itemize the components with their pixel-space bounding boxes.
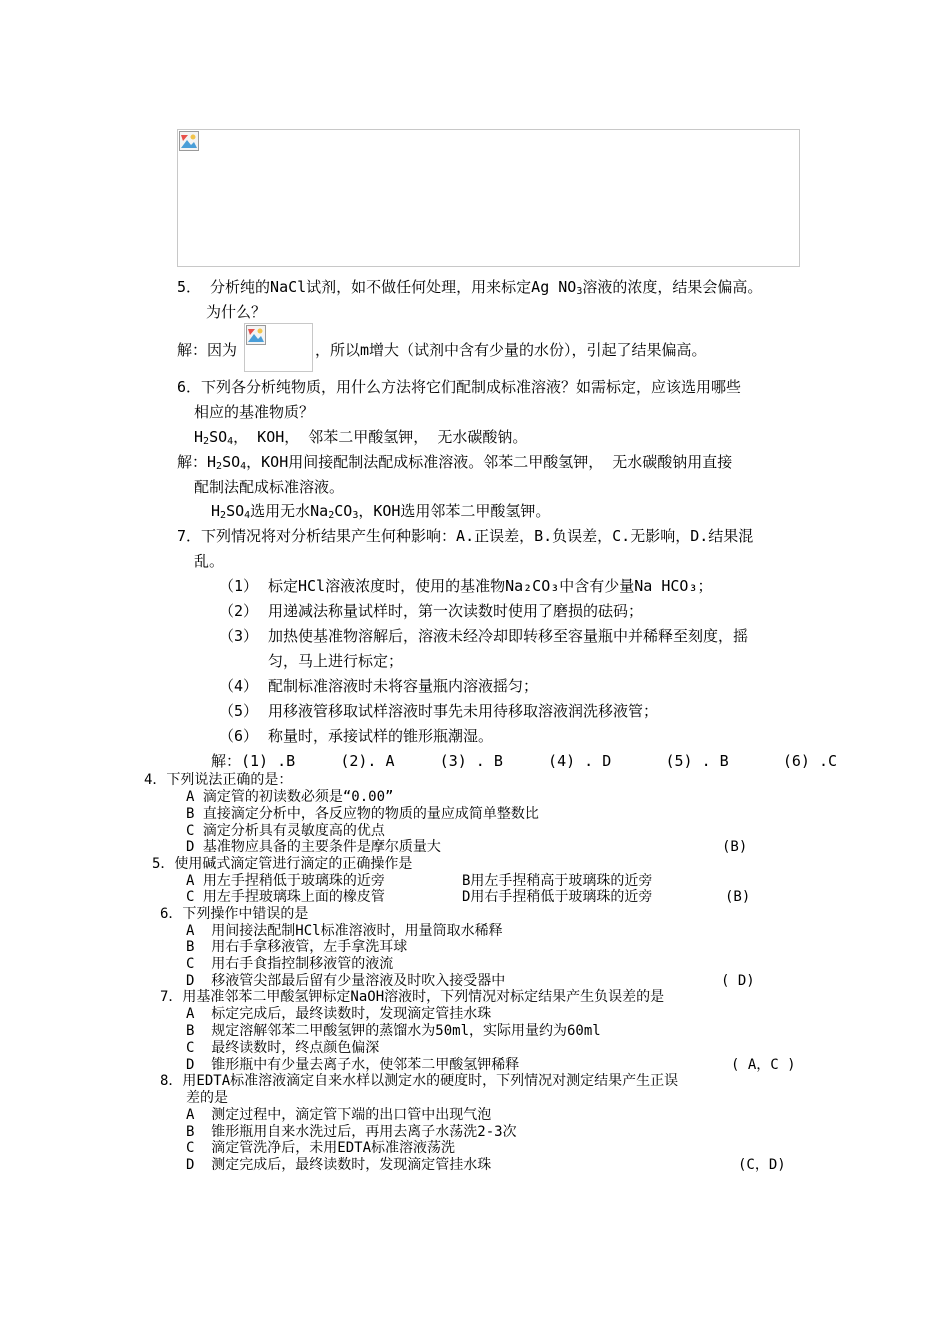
q5-sub: 3	[576, 286, 583, 297]
mc8-option: D 测定完成后，最终读数时，发现滴定管挂水珠	[186, 1157, 492, 1173]
mc4-option: D 基准物应具备的主要条件是摩尔质量大	[186, 839, 441, 855]
mc7-option: C 最终读数时，终点颜色偏深	[186, 1040, 380, 1056]
q7-item-text: 配制标准溶液时未将容量瓶内溶液摇匀；	[268, 677, 539, 695]
mc5-title: 5．使用碱式滴定管进行滴定的正确操作是	[152, 856, 413, 872]
q7-item-text: 用递减法称量试样时，第一次读数时使用了磨损的砝码；	[268, 602, 644, 620]
q7-line2: 乱。	[194, 552, 225, 570]
q6-answer1: 解：$H_2SO_4$，KOH用间接配制法配成标准溶液。邻苯二甲酸氢钾， 无水碳酸钠用直接	[177, 453, 733, 472]
mc4-option: C 滴定分析具有灵敏度高的优点	[186, 823, 385, 839]
q6-items-text: ， KOH， 邻苯二甲酸氢钾， 无水碳酸钠。	[233, 428, 528, 446]
q7-item-num: （5）	[219, 702, 259, 720]
mc7-option: B 规定溶解邻苯二甲酸氢钾的蒸馏水为50ml，实际用量约为60ml	[186, 1023, 601, 1039]
mc7-answer: ( A，C )	[731, 1057, 796, 1073]
mc6-option: D 移液管尖部最后留有少量溶液及时吹入接受器中	[186, 973, 506, 989]
mc8-title-cont: 差的是	[186, 1090, 228, 1106]
q7-item-num: （1）	[219, 577, 259, 595]
mc6-answer: ( D)	[721, 973, 755, 989]
q6-line2: 相应的基准物质？	[194, 403, 315, 421]
q5-line1	[177, 277, 762, 297]
mc8-option: B 锥形瓶用自来水洗过后，再用去离子水荡洗2-3次	[186, 1124, 517, 1140]
mc6-option: A 用间接法配制HCl标准溶液时，用量筒取水稀释	[186, 923, 503, 939]
mc6-title: 6．下列操作中错误的是	[160, 906, 309, 922]
q5-line1b-text: 溶液的浓度，结果会偏高。	[582, 278, 763, 296]
broken-image-icon	[246, 325, 266, 345]
mc8-answer: (C，D)	[738, 1157, 786, 1173]
q5-line1-text: 5． 分析纯的NaCl试剂，如不做任何处理，用来标定Ag NO	[177, 278, 577, 296]
mc8-option: A 测定过程中，滴定管下端的出口管中出现气泡	[186, 1107, 492, 1123]
mc5-option: C 用左手捏玻璃珠上面的橡皮管	[186, 889, 385, 905]
broken-image-icon	[179, 131, 199, 151]
q7-item-text: 称量时，承接试样的锥形瓶潮湿。	[268, 727, 494, 745]
broken-image-large	[177, 129, 800, 267]
q7-item-text: 加热使基准物溶解后，溶液未经冷却即转移至容量瓶中并稀释至刻度，摇	[268, 627, 749, 645]
q6-items: $H_2SO_4$， KOH， 邻苯二甲酸氢钾， 无水碳酸钠。	[194, 428, 528, 447]
mc4-title: 4．下列说法正确的是：	[144, 772, 293, 788]
q7-item-num: （2）	[219, 602, 259, 620]
q6-answer3: $H_2SO_4$选用无水$Na_2CO_3$，KOH选用邻苯二甲酸氢钾。	[211, 502, 551, 521]
q7-answer: 解：(1) .B (2). A (3) . B (4) . D (5) . B (6) .C	[211, 752, 838, 770]
mc5-option: D用右手捏稍低于玻璃珠的近旁	[462, 889, 653, 905]
broken-image-small	[244, 323, 313, 372]
mc4-option: A 滴定管的初读数必须是“0.00”	[186, 789, 394, 805]
q5-line2: 为什么？	[206, 303, 267, 321]
q6-answer2: 配制法配成标准溶液。	[194, 478, 345, 496]
mc8-option: C 滴定管洗净后，未用EDTA标准溶液荡洗	[186, 1140, 456, 1156]
mc6-option: C 用右手食指控制移液管的液流	[186, 956, 394, 972]
q7-item-num: （4）	[219, 677, 259, 695]
mc5-option: B用左手捏稍高于玻璃珠的近旁	[462, 873, 653, 889]
mc5-answer: (B)	[725, 889, 751, 905]
mc7-title: 7．用基准邻苯二甲酸氢钾标定NaOH溶液时，下列情况对标定结果产生负误差的是	[160, 989, 665, 1005]
q7-item-text: 匀，马上进行标定；	[268, 652, 404, 670]
q7-item-num: （3）	[219, 627, 259, 645]
mc4-answer: (B)	[722, 839, 748, 855]
mc4-option: B 直接滴定分析中，各反应物的物质的量应成简单整数比	[186, 806, 539, 822]
q7-line1: 7．下列情况将对分析结果产生何种影响：A.正误差，B.负误差，C.无影响，D.结果混	[177, 527, 754, 545]
mc7-option: A 标定完成后，最终读数时，发现滴定管挂水珠	[186, 1006, 492, 1022]
q7-item-text: 标定HCl溶液浓度时，使用的基准物Na₂CO₃中含有少量Na HCO₃；	[268, 577, 713, 595]
mc7-option: D 锥形瓶中有少量去离子水，使邻苯二甲酸氢钾稀释	[186, 1057, 520, 1073]
mc8-title: 8．用EDTA标准溶液滴定自来水样以测定水的硬度时，下列情况对测定结果产生正误	[160, 1073, 679, 1089]
mc6-option: B 用右手拿移液管，左手拿洗耳球	[186, 939, 408, 955]
mc5-option: A 用左手捏稍低于玻璃珠的近旁	[186, 873, 385, 889]
q5-answer-b: ，所以m增大（试剂中含有少量的水份），引起了结果偏高。	[315, 341, 707, 359]
q7-item-num: （6）	[219, 727, 259, 745]
q6-line1: 6．下列各分析纯物质，用什么方法将它们配制成标准溶液？如需标定，应该选用哪些	[177, 378, 742, 396]
q7-item-text: 用移液管移取试样溶液时事先未用待移取溶液润洗移液管；	[268, 702, 659, 720]
q5-answer-a: 解：因为	[177, 341, 238, 359]
